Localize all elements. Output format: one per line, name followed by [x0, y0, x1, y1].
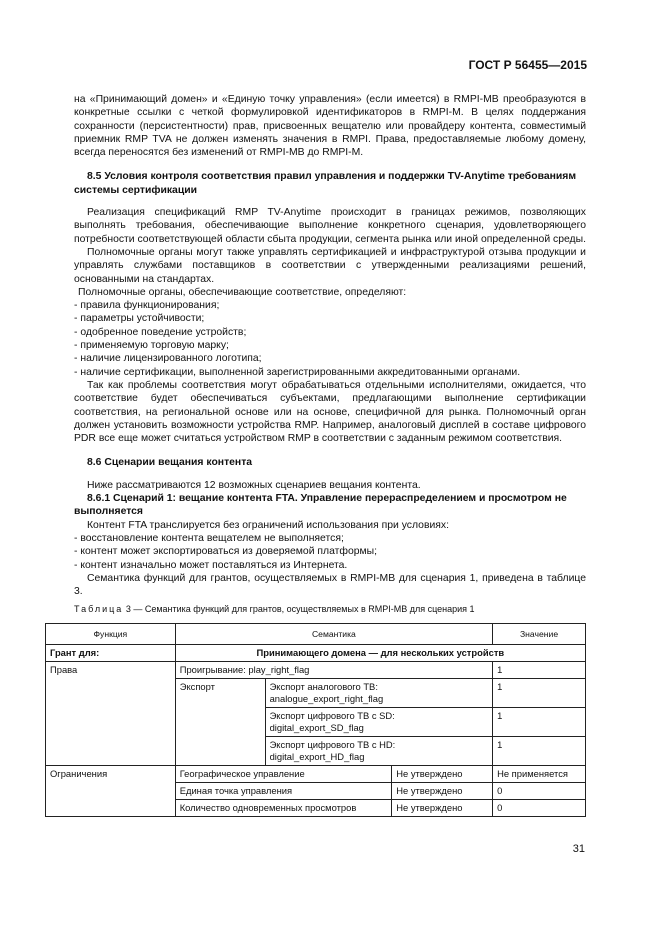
- header-semantics: Семантика: [175, 624, 492, 645]
- paragraph-implementation: Реализация спецификаций RMP TV-Anytime происходит в границах режимов, позволяющих выполнять требования, обеспечивающие выполнение конкретного сценария, удовлетворяющего потребности соответствующей области сбыта продукции, сегмента рынка или иной определенной среды.: [74, 207, 586, 245]
- grant-label: Грант для:: [46, 645, 176, 662]
- list-item: - контент изначально может поставляться из Интернета.: [74, 559, 348, 571]
- paragraph-intro: на «Принимающий домен» и «Единую точку управления» (если имеется) в RMPI-MB преобразуются в конкретные ссылки с четкой формулировкой идентификаторов в RMPI-M. В целях поддержания сохранности (персистентности) прав, присвоенных вещателю или провайдеру контента, совместимый приемник RMP TVA не должен изменять значения в RMPI. Права, предоставляемые любому домену, всегда переносятся без изменений от RMPI-MB до RMPI-M.: [74, 94, 586, 159]
- export-flag: digital_export_SD_flag: [269, 722, 364, 733]
- list-item: - параметры устойчивости;: [74, 313, 205, 325]
- table-row: [46, 645, 586, 662]
- paragraph-fta: Контент FTA транслируется без ограничений использования при условиях:: [87, 519, 449, 531]
- restriction-value: 0: [493, 783, 586, 800]
- list-item: - одобренное поведение устройств;: [74, 326, 247, 338]
- paragraph-table-ref: Семантика функций для грантов, осуществляемых в RMPI-MB для сценария 1, приведена в таблице 3.: [74, 572, 586, 598]
- requirements-list: [74, 299, 586, 379]
- paragraph-scenarios: Ниже рассматриваются 12 возможных сценариев вещания контента.: [87, 479, 421, 491]
- body-text: [74, 93, 586, 598]
- list-item: - наличие сертификации, выполненной зарегистрированными аккредитованными органами.: [74, 366, 521, 378]
- table-caption: [74, 604, 475, 614]
- table-row: [46, 766, 586, 783]
- export-flag: analogue_export_right_flag: [269, 693, 384, 704]
- export-title: Экспорт цифрового ТВ с HD:: [269, 739, 396, 750]
- table-caption-text: 3 — Семантика функций для грантов, осуществляемых в RMPI-MB для сценария 1: [125, 604, 475, 614]
- list-item: - восстановление контента вещателем не выполняется;: [74, 532, 344, 544]
- table-caption-label: Таблица: [74, 604, 124, 614]
- page-number: 31: [572, 843, 585, 855]
- conditions-list: [74, 532, 586, 572]
- restriction-name: Единая точка управления: [175, 783, 392, 800]
- list-item: - наличие лицензированного логотипа;: [74, 353, 262, 365]
- section-heading-8-5: 8.5 Условия контроля соответствия правил управления и поддержки TV-Anytime требованиям системы сертификации: [74, 171, 577, 196]
- grant-semantics: Принимающего домена — для нескольких устройств: [175, 645, 585, 662]
- table-header-row: [46, 624, 586, 645]
- export-flag: digital_export_HD_flag: [269, 751, 365, 762]
- play-value: 1: [493, 662, 586, 679]
- restrictions-label: Ограничения: [46, 766, 176, 817]
- table-row: [46, 662, 586, 679]
- restriction-name: Количество одновременных просмотров: [175, 800, 392, 817]
- export-title: Экспорт аналогового ТВ:: [269, 681, 378, 692]
- export-label: Экспорт: [175, 679, 265, 766]
- export-value: 1: [493, 708, 586, 737]
- section-heading-8-6: 8.6 Сценарии вещания контента: [87, 457, 253, 469]
- paragraph-authorities-define: Полномочные органы, обеспечивающие соответствие, определяют:: [78, 286, 407, 298]
- list-item: - применяемую торговую марку;: [74, 340, 229, 352]
- restriction-status: Не утверждено: [392, 783, 493, 800]
- restriction-status: Не утверждено: [392, 766, 493, 783]
- document-id: ГОСТ Р 56455—2015: [468, 58, 587, 72]
- restriction-name: Географическое управление: [175, 766, 392, 783]
- semantics-table: [45, 623, 586, 817]
- restriction-value: 0: [493, 800, 586, 817]
- paragraph-compliance: Так как проблемы соответствия могут обрабатываться отдельными исполнителями, ожидается, что соответствие будет обеспечиваться субъектами, предлагающими выполнение сертификации соответствия, на региональной основе или на основе, специфичной для рынка. Полномочный орган должен установить возможности устройства RMP. Например, аналоговый дисплей в составе цифрового PDR все еще может считаться устройством RMP в соответствии с заданным режимом соответствия.: [74, 379, 586, 445]
- list-item: - контент может экспортироваться из доверяемой платформы;: [74, 546, 378, 558]
- rights-label: Права: [46, 662, 176, 766]
- list-item: - правила функционирования;: [74, 300, 220, 312]
- export-value: 1: [493, 679, 586, 708]
- export-digital-hd: [265, 737, 493, 766]
- header-function: Функция: [46, 624, 176, 645]
- export-analogue: [265, 679, 493, 708]
- export-title: Экспорт цифрового ТВ с SD:: [269, 710, 395, 721]
- restriction-value: Не применяется: [493, 766, 586, 783]
- play-right: Проигрывание: play_right_flag: [175, 662, 492, 679]
- export-value: 1: [493, 737, 586, 766]
- header-value: Значение: [493, 624, 586, 645]
- export-digital-sd: [265, 708, 493, 737]
- section-heading-8-6-1: 8.6.1 Сценарий 1: вещание контента FTA. Управление перераспределением и просмотром не выполняется: [74, 493, 567, 518]
- restriction-status: Не утверждено: [392, 800, 493, 817]
- paragraph-authorities: Полномочные органы могут также управлять сертификацией и инфраструктурой отзыва продукции и управлять службами поставщиков в соответствии с утвержденными реализациями решений, основанными на стандартах.: [74, 246, 586, 285]
